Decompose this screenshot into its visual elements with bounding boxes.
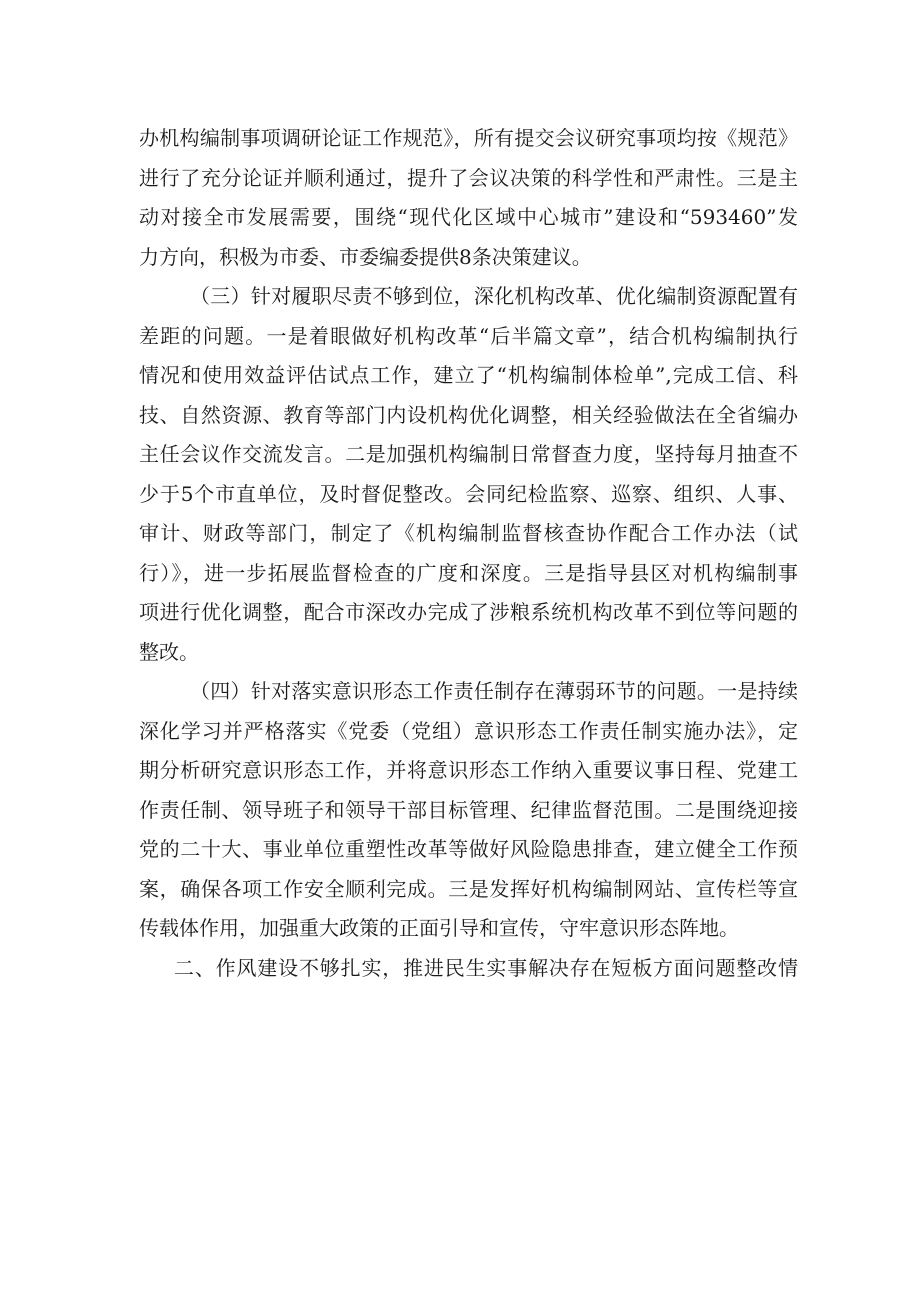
text-line: 整改。 [139, 639, 199, 664]
part-heading-line: 二、作风建设不够扎实，推进民生实事解决存在短板方面问题整改情 [174, 955, 798, 980]
paragraph-part-2-heading [139, 949, 798, 989]
text-line: 项进行优化调整，配合市深改办完成了涉粮系统机构改革不到位等问题的 [139, 600, 798, 624]
text-line: 行）》，进一步拓展监督检查的广度和深度。三是指导县区对机构编制事 [139, 560, 798, 585]
text-line: 差距的问题。一是着眼做好机构改革“后半篇文章”，结合机构编制执行 [139, 323, 798, 348]
text-line: 力方向，积极为市委、市委编委提供8条决策建议。 [139, 244, 592, 269]
text-line: 情况和使用效益评估试点工作，建立了“机构编制体检单”,完成工信、科 [139, 363, 798, 387]
text-line: 主任会议作交流发言。二是加强机构编制日常督查力度，坚持每月抽查不 [139, 442, 798, 466]
paragraph-section-3 [139, 277, 798, 672]
paragraph-section-4 [139, 672, 798, 949]
text-line: 少于5个市直单位，及时督促整改。会同纪检监察、巡察、组织、人事、 [139, 481, 798, 506]
text-line: 期分析研究意识形态工作，并将意识形态工作纳入重要议事日程、党建工 [139, 758, 798, 782]
text-line: 案，确保各项工作安全顺利完成。三是发挥好机构编制网站、宣传栏等宣 [139, 876, 798, 901]
text-line: 进行了充分论证并顺利通过，提升了会议决策的科学性和严肃性。三是主 [139, 165, 798, 190]
text-line: 党的二十大、事业单位重塑性改革等做好风险隐患排查，建立健全工作预 [139, 837, 798, 861]
text-line: 办机构编制事项调研论证工作规范》，所有提交会议研究事项均按《规范》 [139, 126, 798, 150]
text-line: 技、自然资源、教育等部门内设机构优化调整，相关经验做法在全省编办 [139, 402, 798, 427]
text-line: 传载体作用，加强重大政策的正面引导和宣传，守牢意识形态阵地。 [139, 916, 739, 940]
text-line: 审计、财政等部门，制定了《机构编制监督核查协作配合工作办法（试 [139, 521, 798, 545]
text-line: 作责任制、领导班子和领导干部目标管理、纪律监督范围。二是围绕迎接 [139, 797, 798, 822]
paragraph-decision-advice [139, 119, 798, 277]
document-body [139, 119, 798, 988]
section-heading-line: （四）针对落实意识形态工作责任制存在薄弱环节的问题。一是持续 [190, 679, 798, 703]
text-line: 动对接全市发展需要，围绕“现代化区域中心城市”建设和“593460”发 [139, 205, 798, 229]
section-heading-line: （三）针对履职尽责不够到位，深化机构改革、优化编制资源配置有 [190, 284, 798, 308]
text-line: 深化学习并严格落实《党委（党组）意识形态工作责任制实施办法》，定 [139, 718, 798, 743]
